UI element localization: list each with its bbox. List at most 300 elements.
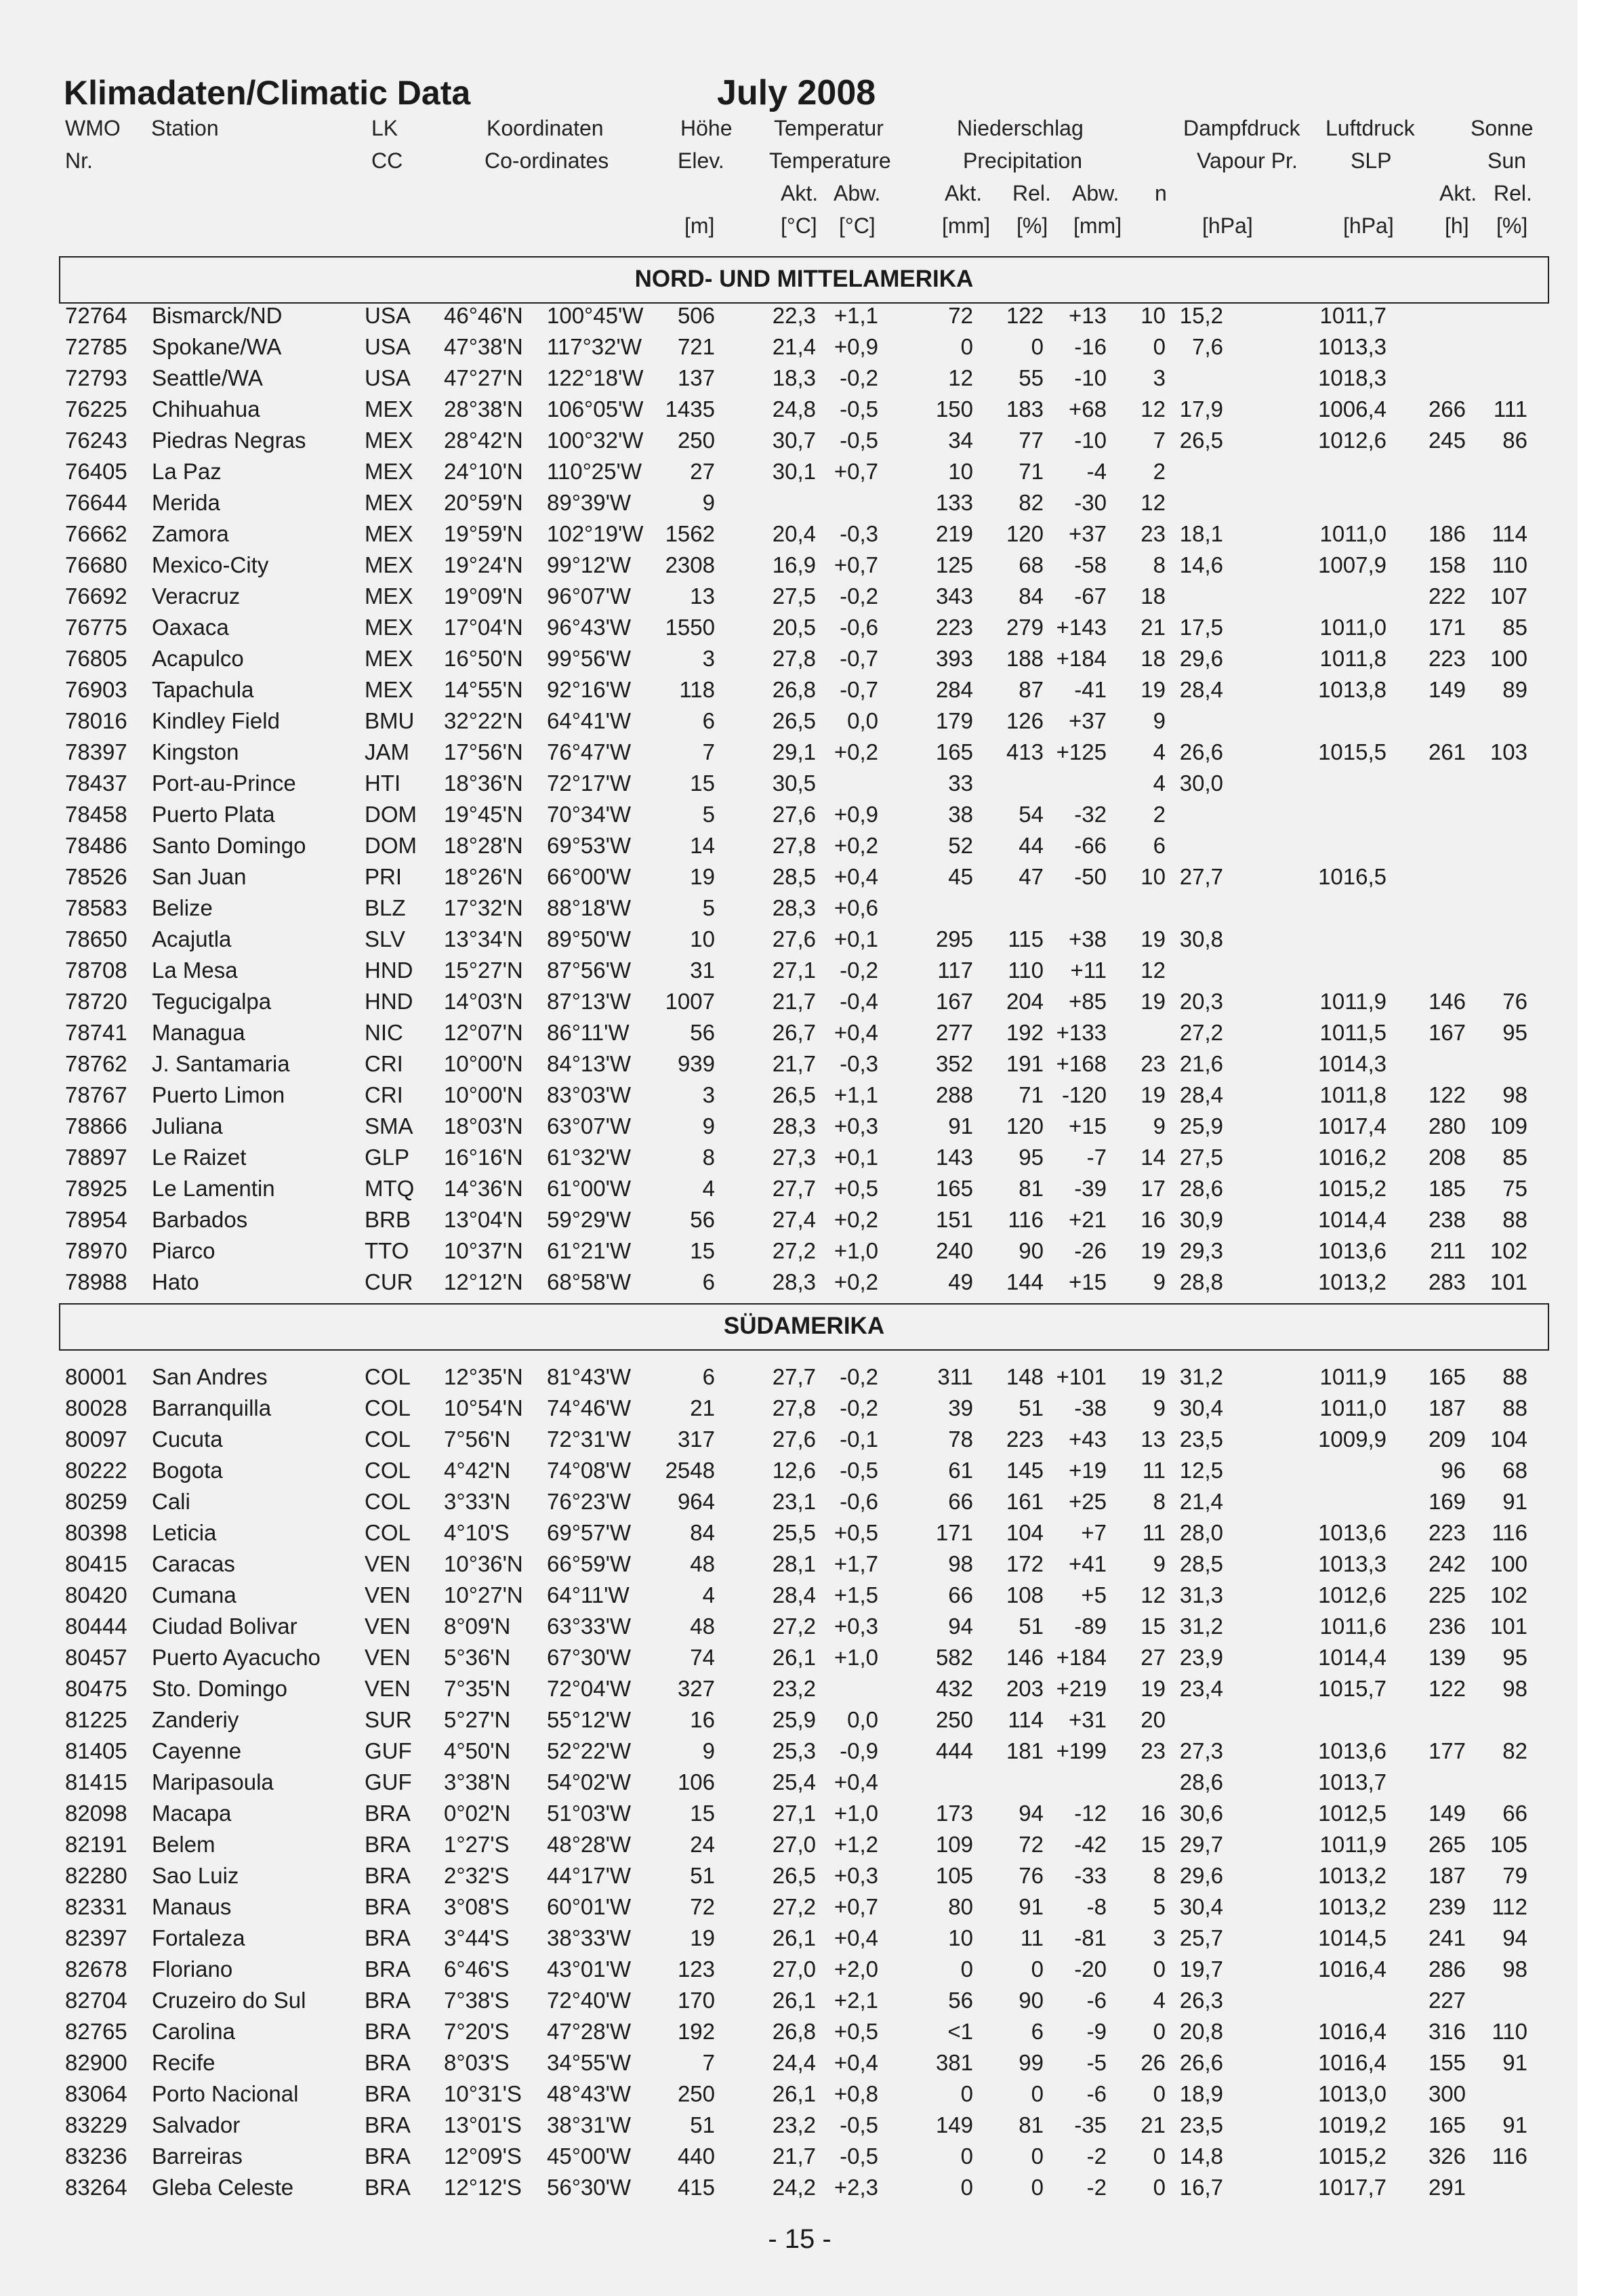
prec-days-cell: 19 — [1141, 677, 1166, 702]
prec-relative-cell: 413 — [1006, 739, 1044, 764]
wmo-number-cell: 78720 — [65, 989, 127, 1014]
elevation-cell: 118 — [679, 677, 715, 702]
temp-deviation-cell: +0,4 — [834, 1020, 878, 1045]
prec-days-cell: 18 — [1141, 646, 1166, 671]
station-name-cell: Barreiras — [152, 2144, 243, 2169]
vapour-pressure-cell: 30,4 — [1179, 1395, 1223, 1420]
sun-relative-cell: 112 — [1492, 1894, 1527, 1919]
wmo-number-cell: 76243 — [65, 428, 127, 453]
prec-days-cell: 15 — [1141, 1832, 1166, 1857]
elevation-cell: 15 — [690, 1801, 715, 1826]
wmo-number-cell: 78016 — [65, 708, 127, 733]
prec-days-cell: 9 — [1153, 708, 1166, 733]
country-code-cell: VEN — [365, 1614, 411, 1639]
prec-actual-cell: 78 — [948, 1427, 973, 1452]
sea-level-pressure-cell: 1011,9 — [1319, 1832, 1387, 1857]
elevation-cell: 4 — [702, 1582, 715, 1607]
wmo-number-cell: 80415 — [65, 1551, 127, 1576]
elevation-cell: 440 — [677, 2144, 715, 2169]
country-code-cell: BRA — [365, 2019, 411, 2044]
vapour-pressure-cell: 30,6 — [1179, 1801, 1223, 1826]
prec-days-cell: 3 — [1153, 1925, 1166, 1950]
sea-level-pressure-cell: 1011,8 — [1319, 646, 1387, 671]
wmo-number-cell: 81405 — [65, 1738, 127, 1763]
station-name-cell: Belize — [152, 895, 213, 920]
prec-deviation-cell: +143 — [1056, 615, 1107, 640]
temperature-de-header: Temperatur — [774, 116, 884, 140]
sea-level-pressure-cell: 1013,6 — [1318, 1520, 1387, 1545]
temp-deviation-cell: +0,9 — [834, 802, 878, 827]
vapour-pressure-cell: 28,5 — [1179, 1551, 1223, 1576]
wmo-number-cell: 82331 — [65, 1894, 127, 1919]
prec-actual-cell: 149 — [935, 2112, 973, 2137]
sun-actual-cell: 139 — [1428, 1645, 1466, 1670]
station-name-cell: Merida — [152, 490, 220, 515]
latitude-cell: 15°27'N — [444, 958, 523, 983]
station-name-cell: Sao Luiz — [152, 1863, 239, 1888]
sun-actual-cell: 283 — [1428, 1269, 1466, 1294]
country-code-cell: SMA — [365, 1113, 413, 1139]
prec-relative-cell: 0 — [1031, 2081, 1044, 2106]
longitude-cell: 76°47'W — [547, 739, 632, 764]
station-name-cell: Chihuahua — [152, 396, 260, 422]
temp-actual-cell: 28,3 — [772, 1113, 816, 1139]
temp-actual-cell: 25,9 — [772, 1707, 816, 1732]
station-name-cell: Cumana — [152, 1582, 237, 1607]
prec-days-cell: 0 — [1153, 2175, 1166, 2200]
longitude-cell: 74°08'W — [547, 1458, 632, 1483]
elevation-cell: 2308 — [665, 552, 715, 577]
country-code-cell: MEX — [365, 459, 413, 484]
vapour-pressure-cell: 23,5 — [1179, 2112, 1223, 2137]
temp-actual-cell: 30,5 — [772, 771, 816, 796]
station-name-cell: Le Raizet — [152, 1145, 247, 1170]
vapour-pressure-cell: 15,2 — [1179, 303, 1223, 328]
latitude-cell: 10°54'N — [444, 1395, 523, 1420]
wmo-number-cell: 78397 — [65, 739, 127, 764]
prec-deviation-cell: -66 — [1074, 833, 1107, 858]
latitude-cell: 10°31'S — [444, 2081, 522, 2106]
sea-level-pressure-cell: 1013,6 — [1318, 1738, 1387, 1763]
station-name-cell: Porto Nacional — [152, 2081, 299, 2106]
temp-deviation-cell: +2,3 — [834, 2175, 878, 2200]
elevation-cell: 56 — [690, 1020, 715, 1045]
prec-deviation-cell: +21 — [1069, 1207, 1107, 1232]
sun-relative-cell: 88 — [1502, 1395, 1527, 1420]
sun-actual-cell: 165 — [1428, 2112, 1466, 2137]
country-code-cell: USA — [365, 334, 411, 359]
temp-abw-unit: [°C] — [839, 213, 876, 238]
wmo-nr-header: Nr. — [65, 148, 93, 173]
longitude-cell: 63°07'W — [547, 1113, 632, 1139]
sun-relative-cell: 75 — [1502, 1176, 1527, 1201]
prec-relative-cell: 54 — [1019, 802, 1044, 827]
temp-deviation-cell: +1,7 — [834, 1551, 878, 1576]
vapour-pressure-cell: 26,3 — [1179, 1988, 1223, 2013]
vapour-pressure-cell: 28,6 — [1179, 1769, 1223, 1795]
prec-deviation-cell: -35 — [1074, 2112, 1107, 2137]
temp-actual-cell: 26,8 — [772, 2019, 816, 2044]
prec-actual-cell: 98 — [948, 1551, 973, 1576]
slp-en-header: SLP — [1351, 148, 1392, 173]
longitude-cell: 81°43'W — [547, 1364, 632, 1389]
prec-days-cell: 14 — [1141, 1145, 1166, 1170]
station-name-cell: Cucuta — [152, 1427, 223, 1452]
country-code-cell: GUF — [365, 1738, 412, 1763]
temp-actual-cell: 27,2 — [772, 1238, 816, 1263]
sun-relative-cell: 102 — [1490, 1582, 1527, 1607]
longitude-cell: 61°32'W — [547, 1145, 632, 1170]
country-code-cell: MEX — [365, 552, 413, 577]
prec-days-cell: 8 — [1153, 552, 1166, 577]
document-title: Klimadaten/Climatic Data — [64, 74, 471, 112]
temp-actual-cell: 26,5 — [772, 708, 816, 733]
temp-actual-cell: 27,7 — [772, 1176, 816, 1201]
station-name-cell: Le Lamentin — [152, 1176, 275, 1201]
country-code-cell: MEX — [365, 615, 413, 640]
prec-relative-cell: 104 — [1006, 1520, 1044, 1545]
country-code-cell: MEX — [365, 521, 413, 546]
elevation-cell: 5 — [702, 802, 715, 827]
prec-deviation-cell: +85 — [1069, 989, 1107, 1014]
prec-deviation-cell: +43 — [1069, 1427, 1107, 1452]
elevation-cell: 106 — [677, 1769, 715, 1795]
prec-relative-cell: 223 — [1006, 1427, 1044, 1452]
station-name-cell: Piedras Negras — [152, 428, 306, 453]
sun-relative-cell: 111 — [1493, 396, 1527, 422]
vapour-de-header: Dampfdruck — [1183, 116, 1300, 140]
country-code-cell: SLV — [365, 926, 405, 951]
sun-relative-cell: 101 — [1490, 1269, 1527, 1294]
temp-akt-header: Akt. — [781, 181, 819, 205]
temp-actual-cell: 27,7 — [772, 1364, 816, 1389]
prec-actual-cell: 240 — [935, 1238, 973, 1263]
temp-deviation-cell: -0,5 — [840, 2144, 878, 2169]
sea-level-pressure-cell: 1013,0 — [1318, 2081, 1387, 2106]
temp-actual-cell: 27,5 — [772, 583, 816, 609]
temp-actual-cell: 24,8 — [772, 396, 816, 422]
country-code-cell: CRI — [365, 1082, 403, 1107]
longitude-cell: 48°43'W — [547, 2081, 632, 2106]
sea-level-pressure-cell: 1017,7 — [1318, 2175, 1387, 2200]
vapour-pressure-cell: 14,6 — [1179, 552, 1223, 577]
longitude-cell: 110°25'W — [547, 459, 642, 484]
country-code-cell: BRA — [365, 1832, 411, 1857]
sun-actual-cell: 239 — [1428, 1894, 1466, 1919]
prec-relative-cell: 0 — [1031, 334, 1044, 359]
prec-deviation-cell: -4 — [1086, 459, 1107, 484]
prec-relative-cell: 172 — [1006, 1551, 1044, 1576]
elevation-cell: 506 — [677, 303, 715, 328]
sea-level-pressure-cell: 1012,5 — [1318, 1801, 1387, 1826]
sea-level-pressure-cell: 1016,2 — [1318, 1145, 1387, 1170]
prec-days-cell: 4 — [1153, 1988, 1166, 2013]
prec-relative-cell: 192 — [1006, 1020, 1044, 1045]
sun-relative-cell: 91 — [1502, 1489, 1527, 1514]
temp-actual-cell: 27,1 — [772, 958, 816, 983]
section-title: SÜDAMERIKA — [723, 1313, 885, 1339]
temp-deviation-cell: -0,3 — [840, 1051, 878, 1076]
sun-relative-cell: 94 — [1502, 1925, 1527, 1950]
temp-actual-cell: 27,4 — [772, 1207, 816, 1232]
elevation-cell: 2548 — [665, 1458, 715, 1483]
temp-actual-cell: 24,4 — [772, 2050, 816, 2075]
wmo-number-cell: 80028 — [65, 1395, 127, 1420]
country-code-cell: BRB — [365, 1207, 411, 1232]
wmo-number-cell: 78708 — [65, 958, 127, 983]
temp-actual-cell: 30,1 — [772, 459, 816, 484]
prec-relative-cell: 81 — [1019, 1176, 1044, 1201]
sun-actual-cell: 155 — [1428, 2050, 1466, 2075]
sun-relative-cell: 82 — [1502, 1738, 1527, 1763]
wmo-number-cell: 78925 — [65, 1176, 127, 1201]
wmo-number-cell: 76805 — [65, 646, 127, 671]
prec-relative-cell: 55 — [1019, 365, 1044, 390]
temp-deviation-cell: +0,1 — [834, 926, 878, 951]
sea-level-pressure-cell: 1007,9 — [1318, 552, 1387, 577]
prec-relative-cell: 110 — [1008, 958, 1044, 983]
prec-deviation-cell: +13 — [1069, 303, 1107, 328]
prec-deviation-cell: +133 — [1056, 1020, 1107, 1045]
temp-actual-cell: 26,1 — [772, 2081, 816, 2106]
wmo-number-cell: 82678 — [65, 1956, 127, 1982]
elevation-cell: 964 — [677, 1489, 715, 1514]
elevation-cell: 5 — [702, 895, 715, 920]
prec-days-cell: 9 — [1153, 1551, 1166, 1576]
prec-days-cell: 19 — [1141, 926, 1166, 951]
sun-relative-cell: 68 — [1502, 1458, 1527, 1483]
wmo-number-cell: 72785 — [65, 334, 127, 359]
sun-actual-cell: 186 — [1428, 521, 1466, 546]
temp-actual-cell: 12,6 — [772, 1458, 816, 1483]
temp-deviation-cell: -0,7 — [840, 646, 878, 671]
sun-actual-cell: 266 — [1428, 396, 1466, 422]
longitude-cell: 88°18'W — [547, 895, 632, 920]
prec-relative-cell: 120 — [1006, 1113, 1044, 1139]
elevation-cell: 56 — [690, 1207, 715, 1232]
prec-actual-cell: 94 — [948, 1614, 973, 1639]
vapour-pressure-cell: 17,5 — [1179, 615, 1223, 640]
longitude-cell: 48°28'W — [547, 1832, 632, 1857]
longitude-cell: 68°58'W — [547, 1269, 632, 1294]
prec-actual-cell: 0 — [960, 334, 973, 359]
precipitation-en-header: Precipitation — [963, 148, 1083, 173]
sun-rel-unit: [%] — [1496, 213, 1528, 238]
prec-days-cell: 23 — [1141, 1051, 1166, 1076]
latitude-cell: 3°44'S — [444, 1925, 510, 1950]
sun-akt-unit: [h] — [1445, 213, 1469, 238]
station-name-cell: Macapa — [152, 1801, 232, 1826]
wmo-number-cell: 76775 — [65, 615, 127, 640]
latitude-cell: 20°59'N — [444, 490, 523, 515]
sea-level-pressure-cell: 1009,9 — [1318, 1427, 1387, 1452]
prec-relative-cell: 91 — [1019, 1894, 1044, 1919]
longitude-cell: 74°46'W — [547, 1395, 632, 1420]
elevation-cell: 15 — [690, 771, 715, 796]
prec-actual-cell: 34 — [948, 428, 973, 453]
coordinates-en-header: Co-ordinates — [485, 148, 609, 173]
longitude-cell: 59°29'W — [547, 1207, 632, 1232]
station-name-cell: Puerto Ayacucho — [152, 1645, 321, 1670]
country-code-cell: CUR — [365, 1269, 413, 1294]
country-code-cell: HTI — [365, 771, 401, 796]
country-code-cell: JAM — [365, 739, 409, 764]
sun-actual-cell: 236 — [1428, 1614, 1466, 1639]
prec-relative-cell: 77 — [1019, 428, 1044, 453]
wmo-number-cell: 82191 — [65, 1832, 127, 1857]
longitude-cell: 56°30'W — [547, 2175, 632, 2200]
vapour-pressure-cell: 14,8 — [1179, 2144, 1223, 2169]
elevation-cell: 72 — [690, 1894, 715, 1919]
prec-days-cell: 19 — [1141, 1238, 1166, 1263]
latitude-cell: 24°10'N — [444, 459, 523, 484]
temp-deviation-cell: -0,2 — [840, 958, 878, 983]
wmo-number-cell: 82704 — [65, 1988, 127, 2013]
longitude-cell: 61°21'W — [547, 1238, 632, 1263]
temp-actual-cell: 28,3 — [772, 895, 816, 920]
latitude-cell: 12°09'S — [444, 2144, 522, 2169]
prec-deviation-cell: +41 — [1069, 1551, 1107, 1576]
temp-deviation-cell: -0,2 — [840, 365, 878, 390]
longitude-cell: 86°11'W — [547, 1020, 630, 1045]
prec-days-cell: 4 — [1153, 771, 1166, 796]
sun-actual-cell: 265 — [1428, 1832, 1466, 1857]
elevation-cell: 9 — [702, 1738, 715, 1763]
sun-actual-cell: 208 — [1428, 1145, 1466, 1170]
sea-level-pressure-cell: 1011,9 — [1319, 1364, 1387, 1389]
elevation-cell: 1435 — [665, 396, 715, 422]
prec-days-cell: 23 — [1141, 1738, 1166, 1763]
temp-deviation-cell: +0,3 — [834, 1113, 878, 1139]
prec-deviation-cell: +25 — [1069, 1489, 1107, 1514]
temp-actual-cell: 26,5 — [772, 1082, 816, 1107]
longitude-cell: 51°03'W — [547, 1801, 632, 1826]
country-code-cell: MEX — [365, 428, 413, 453]
prec-actual-cell: 0 — [960, 1956, 973, 1982]
prec-relative-cell: 183 — [1006, 396, 1044, 422]
prec-deviation-cell: -5 — [1086, 2050, 1107, 2075]
longitude-cell: 102°19'W — [547, 521, 644, 546]
station-name-cell: Puerto Plata — [152, 802, 275, 827]
prec-days-cell: 13 — [1141, 1427, 1166, 1452]
prec-deviation-cell: -6 — [1086, 1988, 1107, 2013]
sea-level-pressure-cell: 1015,2 — [1318, 1176, 1387, 1201]
prec-actual-cell: 39 — [948, 1395, 973, 1420]
temp-actual-cell: 20,4 — [772, 521, 816, 546]
latitude-cell: 32°22'N — [444, 708, 523, 733]
elevation-cell: 24 — [690, 1832, 715, 1857]
prec-actual-cell: 582 — [935, 1645, 973, 1670]
longitude-cell: 63°33'W — [547, 1614, 632, 1639]
wmo-number-cell: 78741 — [65, 1020, 127, 1045]
sea-level-pressure-cell: 1017,4 — [1318, 1113, 1387, 1139]
station-name-cell: San Juan — [152, 864, 247, 889]
sea-level-pressure-cell: 1013,3 — [1318, 1551, 1387, 1576]
coordinates-de-header: Koordinaten — [487, 116, 604, 140]
elevation-en-header: Elev. — [678, 148, 724, 173]
temp-deviation-cell: +0,2 — [834, 833, 878, 858]
sun-actual-cell: 261 — [1428, 739, 1466, 764]
elevation-cell: 123 — [677, 1956, 715, 1982]
sun-relative-cell: 109 — [1490, 1113, 1527, 1139]
latitude-cell: 1°27'S — [444, 1832, 510, 1857]
prec-actual-cell: 56 — [948, 1988, 973, 2013]
prec-rel-unit: [%] — [1016, 213, 1048, 238]
country-code-cell: HND — [365, 989, 413, 1014]
prec-actual-cell: 250 — [935, 1707, 973, 1732]
prec-deviation-cell: -16 — [1074, 334, 1107, 359]
prec-deviation-cell: -20 — [1074, 1956, 1107, 1982]
latitude-cell: 19°45'N — [444, 802, 523, 827]
prec-relative-cell: 161 — [1006, 1489, 1044, 1514]
prec-akt-header: Akt. — [945, 181, 983, 205]
sun-en-header: Sun — [1487, 148, 1526, 173]
longitude-cell: 61°00'W — [547, 1176, 632, 1201]
sea-level-pressure-cell: 1011,6 — [1319, 1614, 1387, 1639]
prec-deviation-cell: +37 — [1069, 521, 1107, 546]
sun-relative-cell: 88 — [1502, 1364, 1527, 1389]
wmo-number-cell: 76680 — [65, 552, 127, 577]
sun-actual-cell: 222 — [1428, 583, 1466, 609]
prec-deviation-cell: -120 — [1061, 1082, 1107, 1107]
temp-deviation-cell: +2,0 — [834, 1956, 878, 1982]
prec-relative-cell: 279 — [1006, 615, 1044, 640]
temp-deviation-cell: -0,3 — [840, 521, 878, 546]
prec-deviation-cell: -30 — [1074, 490, 1107, 515]
prec-deviation-cell: +199 — [1056, 1738, 1107, 1763]
prec-deviation-cell: -38 — [1074, 1395, 1107, 1420]
temp-actual-cell: 27,6 — [772, 926, 816, 951]
latitude-cell: 47°27'N — [444, 365, 523, 390]
prec-actual-cell: 151 — [935, 1207, 973, 1232]
station-name-cell: Veracruz — [152, 583, 241, 609]
temp-actual-cell: 26,8 — [772, 677, 816, 702]
wmo-number-cell: 83064 — [65, 2081, 127, 2106]
prec-deviation-cell: +5 — [1081, 1582, 1107, 1607]
sun-relative-cell: 105 — [1490, 1832, 1527, 1857]
elevation-unit: [m] — [684, 213, 715, 238]
elevation-cell: 51 — [690, 2112, 715, 2137]
temp-actual-cell: 21,4 — [772, 334, 816, 359]
prec-days-cell: 10 — [1141, 303, 1166, 328]
wmo-number-cell: 76692 — [65, 583, 127, 609]
temp-actual-cell: 28,1 — [772, 1551, 816, 1576]
prec-days-cell: 0 — [1153, 334, 1166, 359]
prec-actual-cell: 288 — [935, 1082, 973, 1107]
country-code-cell: DOM — [365, 802, 417, 827]
station-name-cell: Cali — [152, 1489, 190, 1514]
prec-deviation-cell: -32 — [1074, 802, 1107, 827]
latitude-cell: 0°02'N — [444, 1801, 511, 1826]
temp-deviation-cell: -0,1 — [840, 1427, 878, 1452]
latitude-cell: 14°55'N — [444, 677, 523, 702]
latitude-cell: 47°38'N — [444, 334, 523, 359]
temp-actual-cell: 28,3 — [772, 1269, 816, 1294]
latitude-cell: 7°35'N — [444, 1676, 511, 1701]
temp-deviation-cell: +1,1 — [834, 303, 878, 328]
sun-akt-header: Akt. — [1439, 181, 1477, 205]
longitude-cell: 92°16'W — [547, 677, 632, 702]
wmo-number-cell: 83264 — [65, 2175, 127, 2200]
sun-actual-cell: 177 — [1428, 1738, 1466, 1763]
sea-level-pressure-cell: 1013,2 — [1318, 1863, 1387, 1888]
wmo-number-cell: 78897 — [65, 1145, 127, 1170]
temp-deviation-cell: -0,6 — [840, 615, 878, 640]
temp-actual-cell: 27,8 — [772, 1395, 816, 1420]
latitude-cell: 4°10'S — [444, 1520, 510, 1545]
temp-actual-cell: 26,1 — [772, 1645, 816, 1670]
country-code-cell: MTQ — [365, 1176, 415, 1201]
